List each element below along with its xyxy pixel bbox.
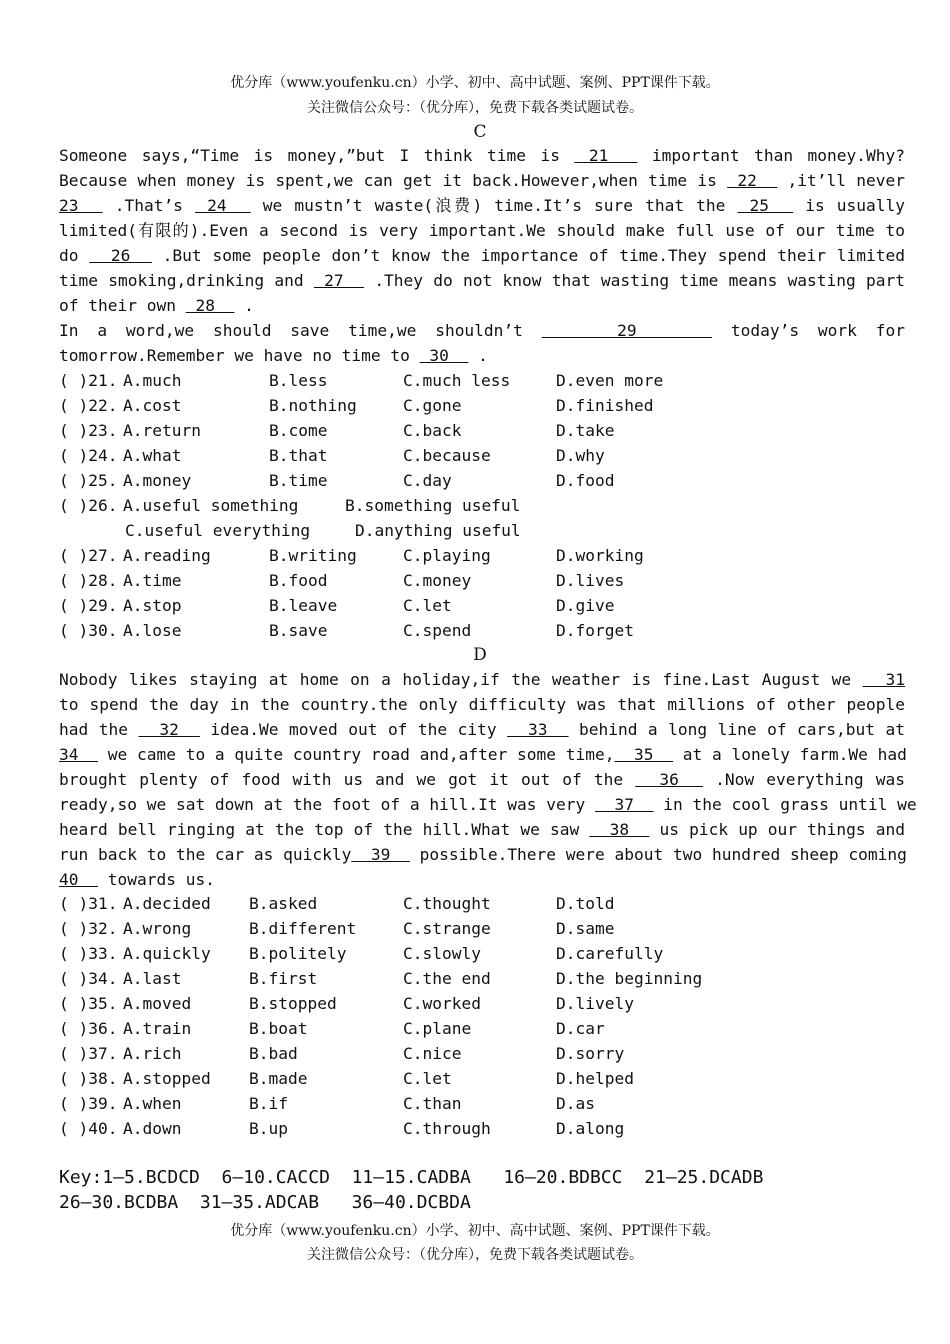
option-a: A.train — [123, 1019, 192, 1038]
option-c: C.plane — [403, 1019, 472, 1038]
option-b: B.save — [269, 621, 328, 640]
option-c: C.let — [403, 1069, 452, 1088]
passage-text: us pick up our things and — [649, 820, 905, 839]
passage-text: . — [234, 296, 254, 315]
option-d: D.why — [556, 446, 605, 465]
option-d: D.lively — [556, 994, 634, 1013]
passage-text: towards us. — [97, 870, 215, 889]
option-b: B.made — [249, 1069, 308, 1088]
option-d: D.the beginning — [556, 969, 703, 988]
option-c: C.gone — [403, 396, 462, 415]
passage-text: tomorrow.Remember we have no time to — [59, 346, 420, 365]
answer-blank: 34 — [59, 745, 98, 764]
option-d: D.told — [556, 894, 615, 913]
question-row — [59, 1091, 905, 1116]
option-c: C.let — [403, 596, 452, 615]
question-row — [59, 593, 905, 618]
passage-text: had the — [59, 720, 139, 739]
passage-line — [59, 143, 905, 168]
option-a: A.what — [123, 446, 182, 465]
passage-text: brought plenty of food with us and we got it out of the — [59, 770, 636, 789]
option-d: D.anything useful — [355, 521, 521, 540]
option-d: D.working — [556, 546, 644, 565]
passage-text: Because when money is spent,we can get it back.However,when time is — [59, 171, 728, 190]
option-a: A.rich — [123, 1044, 182, 1063]
option-b: B.nothing — [269, 396, 357, 415]
option-d: D.give — [556, 596, 615, 615]
option-b: B.if — [249, 1094, 288, 1113]
passage-line — [59, 842, 905, 867]
option-b: B.different — [249, 919, 357, 938]
question-number: ( )26. — [59, 496, 118, 515]
option-c: C.nice — [403, 1044, 462, 1063]
passage-line — [59, 867, 905, 892]
option-b: B.food — [269, 571, 328, 590]
option-c: C.because — [403, 446, 491, 465]
answer-blank: 24 — [195, 196, 251, 215]
question-number: ( )31. — [59, 894, 118, 913]
passage-text: .That’s — [102, 196, 195, 215]
question-row — [59, 1016, 905, 1041]
passage-line — [59, 717, 905, 742]
answer-blank: 23 — [59, 196, 103, 215]
option-b: B.politely — [249, 944, 347, 963]
option-b: B.asked — [249, 894, 318, 913]
passage-text: in the cool grass until we — [653, 795, 917, 814]
passage-text: Someone says,“Time is money,”but I think time is — [59, 146, 575, 165]
question-number: ( )39. — [59, 1094, 118, 1113]
question-row — [59, 1066, 905, 1091]
option-b: B.something useful — [345, 496, 521, 515]
passage-text: idea.We moved out of the city — [199, 720, 508, 739]
question-number: ( )25. — [59, 471, 118, 490]
question-number: ( )40. — [59, 1119, 118, 1138]
question-number: ( )34. — [59, 969, 118, 988]
option-d: D.along — [556, 1119, 625, 1138]
answer-blank: 39 — [351, 845, 410, 864]
option-a: A.time — [123, 571, 182, 590]
section-c-heading: C — [473, 122, 487, 142]
passage-text: to spend the day in the country.the only difficulty was that millions of other people — [59, 695, 905, 714]
option-d: D.sorry — [556, 1044, 625, 1063]
passage-line — [59, 792, 917, 817]
passage-line — [59, 742, 905, 767]
passage-text: important than money.Why? — [637, 146, 906, 165]
passage-text: In a word,we should save time,we shouldn’t — [59, 321, 542, 340]
option-b: B.that — [269, 446, 328, 465]
option-b: B.writing — [269, 546, 357, 565]
passage-line — [59, 243, 905, 268]
option-b: B.come — [269, 421, 328, 440]
passage-text: .They do not know that wasting time means wasting part — [364, 271, 906, 290]
header-line-2: 关注微信公众号：（优分库），免费下载各类试题试卷。 — [307, 100, 643, 116]
question-row — [59, 393, 905, 418]
question-number: ( )28. — [59, 571, 118, 590]
passage-line — [59, 667, 905, 692]
question-row — [59, 891, 905, 916]
question-row — [59, 568, 905, 593]
answer-blank: 31 — [862, 670, 906, 689]
question-row — [59, 916, 905, 941]
question-number: ( )23. — [59, 421, 118, 440]
question-number: ( )30. — [59, 621, 118, 640]
passage-line — [59, 193, 905, 218]
footer-line-2: 关注微信公众号：（优分库），免费下载各类试题试卷。 — [307, 1247, 643, 1263]
option-a: A.stopped — [123, 1069, 211, 1088]
passage-line — [59, 293, 905, 318]
answer-blank: 28 — [185, 296, 235, 315]
option-a: A.when — [123, 1094, 182, 1113]
option-c: C.strange — [403, 919, 491, 938]
answer-blank: 35 — [614, 745, 673, 764]
option-c: C.much less — [403, 371, 511, 390]
answer-blank: 32 — [138, 720, 200, 739]
question-number: ( )22. — [59, 396, 118, 415]
answer-key-line-2: 26—30.BCDBA 31—35.ADCAB 36—40.DCBDA — [59, 1192, 471, 1213]
passage-text: time smoking,drinking and — [59, 271, 314, 290]
answer-blank: 33 — [507, 720, 569, 739]
option-b: B.less — [269, 371, 328, 390]
question-number: ( )32. — [59, 919, 118, 938]
passage-text: . — [468, 346, 488, 365]
passage-text: at a lonely farm.We had — [673, 745, 907, 764]
answer-blank: 21 — [574, 146, 638, 165]
answer-blank: 37 — [595, 795, 654, 814]
option-c: C.playing — [403, 546, 491, 565]
passage-text: .But some people don’t know the importance of time.They spend their limited — [151, 246, 905, 265]
passage-text: we came to a quite country road and,after some time, — [97, 745, 615, 764]
question-number: ( )35. — [59, 994, 118, 1013]
question-row — [59, 543, 905, 568]
option-b: B.time — [269, 471, 328, 490]
question-row — [59, 966, 905, 991]
option-a: A.useful something — [123, 496, 299, 515]
option-d: D.same — [556, 919, 615, 938]
passage-text: today’s work for — [712, 321, 905, 340]
option-a: A.return — [123, 421, 201, 440]
option-a: A.last — [123, 969, 182, 988]
section-c-passage — [59, 143, 905, 368]
question-row — [59, 443, 905, 468]
option-a: A.stop — [123, 596, 182, 615]
passage-text: possible.There were about two hundred sheep coming — [409, 845, 907, 864]
option-c: C.the end — [403, 969, 491, 988]
question-number: ( )36. — [59, 1019, 118, 1038]
passage-text: Nobody likes staying at home on a holiday,if the weather is fine.Last August we — [59, 670, 863, 689]
passage-text: heard bell ringing at the top of the hill.What we saw — [59, 820, 590, 839]
question-row — [59, 418, 905, 443]
option-a: A.decided — [123, 894, 211, 913]
option-d: D.lives — [556, 571, 625, 590]
question-row — [59, 518, 905, 543]
option-b: B.stopped — [249, 994, 337, 1013]
option-c: C.back — [403, 421, 462, 440]
option-b: B.up — [249, 1119, 288, 1138]
option-d: D.even more — [556, 371, 664, 390]
option-a: A.cost — [123, 396, 182, 415]
passage-line — [59, 817, 905, 842]
option-d: D.carefully — [556, 944, 664, 963]
option-a: A.reading — [123, 546, 211, 565]
option-a: A.lose — [123, 621, 182, 640]
option-c: C.spend — [403, 621, 472, 640]
option-c: C.useful everything — [125, 521, 311, 540]
section-d-questions — [59, 891, 905, 1141]
option-d: D.food — [556, 471, 615, 490]
passage-text: we mustn’t waste(浪费) time.It’s sure that the — [250, 196, 738, 215]
passage-text: do — [59, 246, 90, 265]
option-a: A.quickly — [123, 944, 211, 963]
option-d: D.as — [556, 1094, 595, 1113]
answer-blank: 40 — [59, 870, 98, 889]
answer-blank: 22 — [727, 171, 778, 190]
passage-text: run back to the car as quickly — [59, 845, 352, 864]
option-d: D.car — [556, 1019, 605, 1038]
passage-line — [59, 268, 905, 293]
option-a: A.much — [123, 371, 182, 390]
option-c: C.than — [403, 1094, 462, 1113]
passage-text: ready,so we sat down at the foot of a hill.It was very — [59, 795, 596, 814]
question-row — [59, 618, 905, 643]
option-a: A.wrong — [123, 919, 192, 938]
option-c: C.day — [403, 471, 452, 490]
answer-blank: 36 — [635, 770, 704, 789]
option-c: C.through — [403, 1119, 491, 1138]
question-row — [59, 1116, 905, 1141]
passage-line — [59, 218, 905, 243]
option-d: D.take — [556, 421, 615, 440]
option-a: A.moved — [123, 994, 192, 1013]
answer-blank: 38 — [589, 820, 650, 839]
option-d: D.finished — [556, 396, 654, 415]
passage-text: of their own — [59, 296, 186, 315]
question-number: ( )29. — [59, 596, 118, 615]
passage-text: limited(有限的).Even a second is very important.We should make full use of our time to — [59, 221, 905, 240]
passage-text: .Now everything was — [703, 770, 905, 789]
question-row — [59, 1041, 905, 1066]
footer-line-1: 优分库（www.youfenku.cn）小学、初中、高中试题、案例、PPT课件下载。 — [230, 1223, 720, 1239]
question-row — [59, 368, 905, 393]
option-c: C.thought — [403, 894, 491, 913]
passage-line — [59, 692, 905, 717]
option-c: C.slowly — [403, 944, 481, 963]
option-b: B.bad — [249, 1044, 298, 1063]
passage-text: behind a long line of cars,but at — [568, 720, 905, 739]
section-d-passage — [59, 667, 917, 892]
answer-blank: 25 — [737, 196, 794, 215]
option-d: D.forget — [556, 621, 634, 640]
answer-blank: 27 — [313, 271, 365, 290]
question-number: ( )21. — [59, 371, 118, 390]
passage-line — [59, 343, 905, 368]
option-c: C.money — [403, 571, 472, 590]
passage-text: ,it’ll never — [777, 171, 905, 190]
option-d: D.helped — [556, 1069, 634, 1088]
section-c-questions — [59, 368, 905, 643]
answer-blank: 30 — [419, 346, 469, 365]
section-d-heading: D — [473, 645, 487, 665]
answer-blank: 29 — [541, 321, 713, 340]
question-row — [59, 493, 905, 518]
answer-key-line-1: Key:1—5.BCDCD 6—10.CACCD 11—15.CADBA 16—20.BDBCC 21—25.DCADB — [59, 1167, 764, 1188]
question-row — [59, 468, 905, 493]
passage-line — [59, 767, 905, 792]
question-row — [59, 991, 905, 1016]
option-c: C.worked — [403, 994, 481, 1013]
option-b: B.leave — [269, 596, 338, 615]
question-number: ( )38. — [59, 1069, 118, 1088]
answer-blank: 26 — [89, 246, 152, 265]
question-number: ( )37. — [59, 1044, 118, 1063]
option-b: B.boat — [249, 1019, 308, 1038]
passage-text: is usually — [793, 196, 906, 215]
question-number: ( )27. — [59, 546, 118, 565]
option-a: A.down — [123, 1119, 182, 1138]
option-b: B.first — [249, 969, 318, 988]
passage-line — [59, 168, 905, 193]
option-a: A.money — [123, 471, 192, 490]
header-line-1: 优分库（www.youfenku.cn）小学、初中、高中试题、案例、PPT课件下载。 — [230, 75, 720, 91]
question-number: ( )33. — [59, 944, 118, 963]
passage-line — [59, 318, 905, 343]
question-number: ( )24. — [59, 446, 118, 465]
question-row — [59, 941, 905, 966]
